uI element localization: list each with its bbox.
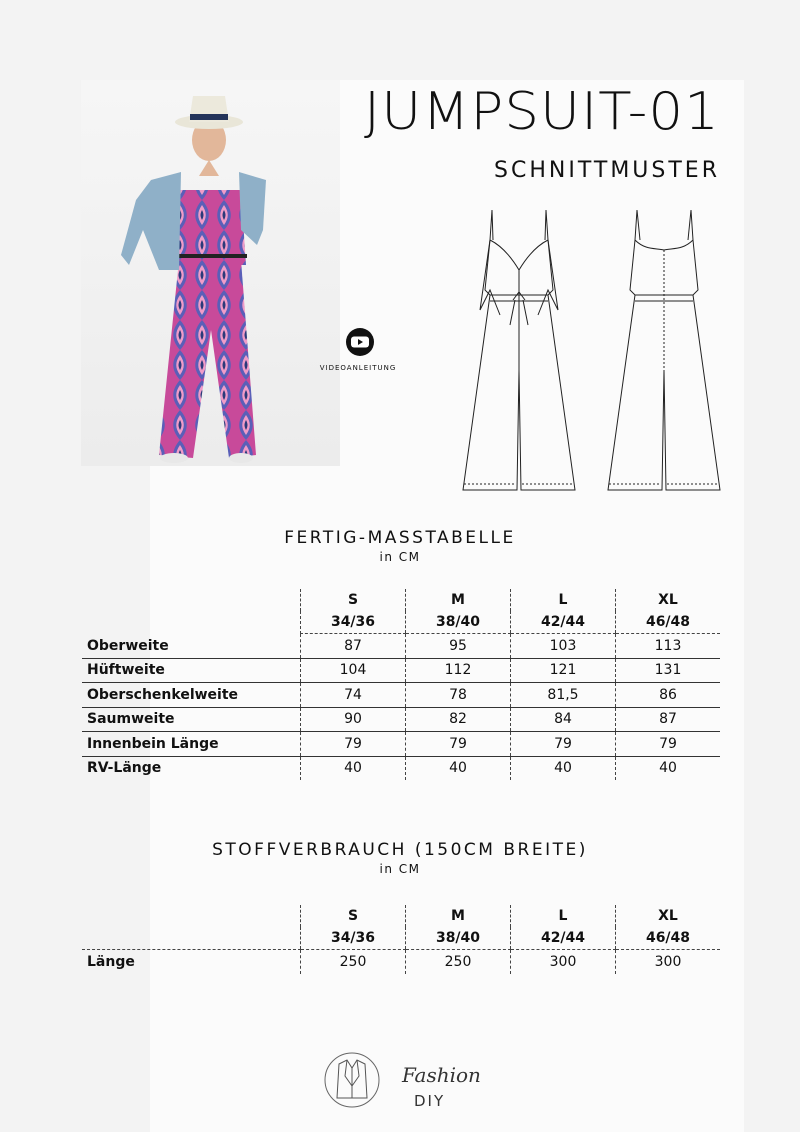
table-row	[82, 658, 720, 683]
row-label: Länge	[87, 953, 135, 970]
logo-word: DIY	[414, 1092, 446, 1110]
table-cell: 300	[511, 950, 616, 974]
table-row	[82, 707, 720, 732]
table-cell: 103	[511, 634, 616, 659]
table-cell: 40	[406, 756, 511, 780]
table-row	[82, 683, 720, 708]
table-cell: 74	[301, 683, 406, 708]
table-cell: 79	[301, 732, 406, 757]
table-cell: 87	[301, 634, 406, 659]
table-row	[82, 950, 720, 974]
fabric-table-heading: STOFFVERBRAUCH (150CM BREITE)	[212, 840, 588, 860]
table-cell: 112	[406, 658, 511, 683]
size-table-unit: in CM	[379, 550, 421, 564]
table-cell: 82	[406, 707, 511, 732]
row-label: Innenbein Länge	[82, 732, 301, 757]
row-label: RV-Länge	[87, 760, 162, 777]
size-range: 42/44	[511, 927, 616, 950]
page-title: JUMPSUIT-01	[364, 82, 720, 142]
size-table	[82, 589, 720, 780]
table-cell: 40	[616, 756, 721, 780]
table-cell: 84	[511, 707, 616, 732]
size-range: 34/36	[301, 927, 406, 950]
row-label: Oberschenkelweite	[82, 683, 301, 708]
table-cell: 95	[406, 634, 511, 659]
sketch-front	[463, 210, 575, 490]
table-cell: 113	[616, 634, 721, 659]
size-letter: L	[511, 589, 616, 611]
size-range: 34/36	[301, 611, 406, 634]
size-range: 38/40	[406, 927, 511, 950]
table-row	[82, 756, 720, 780]
table-cell: 300	[616, 950, 721, 974]
brand-logo	[322, 1046, 482, 1116]
size-range: 46/48	[616, 927, 721, 950]
table-cell: 78	[406, 683, 511, 708]
table-cell: 90	[301, 707, 406, 732]
size-letter: XL	[616, 905, 721, 927]
table-cell: 250	[406, 950, 511, 974]
size-letter: S	[301, 905, 406, 927]
table-row	[82, 634, 720, 659]
table-cell: 250	[301, 950, 406, 974]
model-photo	[81, 80, 340, 466]
fabric-table-unit: in CM	[379, 862, 421, 876]
fabric-table	[82, 905, 720, 974]
size-table-heading: FERTIG-MASSTABELLE	[284, 528, 516, 548]
table-cell: 79	[616, 732, 721, 757]
technical-sketch	[455, 200, 735, 500]
size-letter: S	[301, 589, 406, 611]
table-cell: 79	[406, 732, 511, 757]
size-range: 38/40	[406, 611, 511, 634]
video-label[interactable]: VIDEOANLEITUNG	[319, 364, 397, 372]
table-cell: 81,5	[511, 683, 616, 708]
page-subtitle: SCHNITTMUSTER	[494, 158, 720, 183]
table-cell: 121	[511, 658, 616, 683]
table-cell: 86	[616, 683, 721, 708]
row-label: Hüftweite	[82, 658, 301, 683]
video-play-icon[interactable]	[343, 327, 377, 357]
table-cell: 40	[511, 756, 616, 780]
size-letter: XL	[616, 589, 721, 611]
row-label: Saumweite	[82, 707, 301, 732]
row-label: Oberweite	[82, 634, 301, 659]
size-letter: M	[406, 589, 511, 611]
sketch-back	[608, 210, 720, 490]
size-letter: L	[511, 905, 616, 927]
table-row	[82, 732, 720, 757]
logo-script: Fashion	[402, 1063, 481, 1087]
table-cell: 87	[616, 707, 721, 732]
table-cell: 40	[301, 756, 406, 780]
table-cell: 131	[616, 658, 721, 683]
table-cell: 79	[511, 732, 616, 757]
size-letter: M	[406, 905, 511, 927]
table-cell: 104	[301, 658, 406, 683]
size-range: 46/48	[616, 611, 721, 634]
size-range: 42/44	[511, 611, 616, 634]
